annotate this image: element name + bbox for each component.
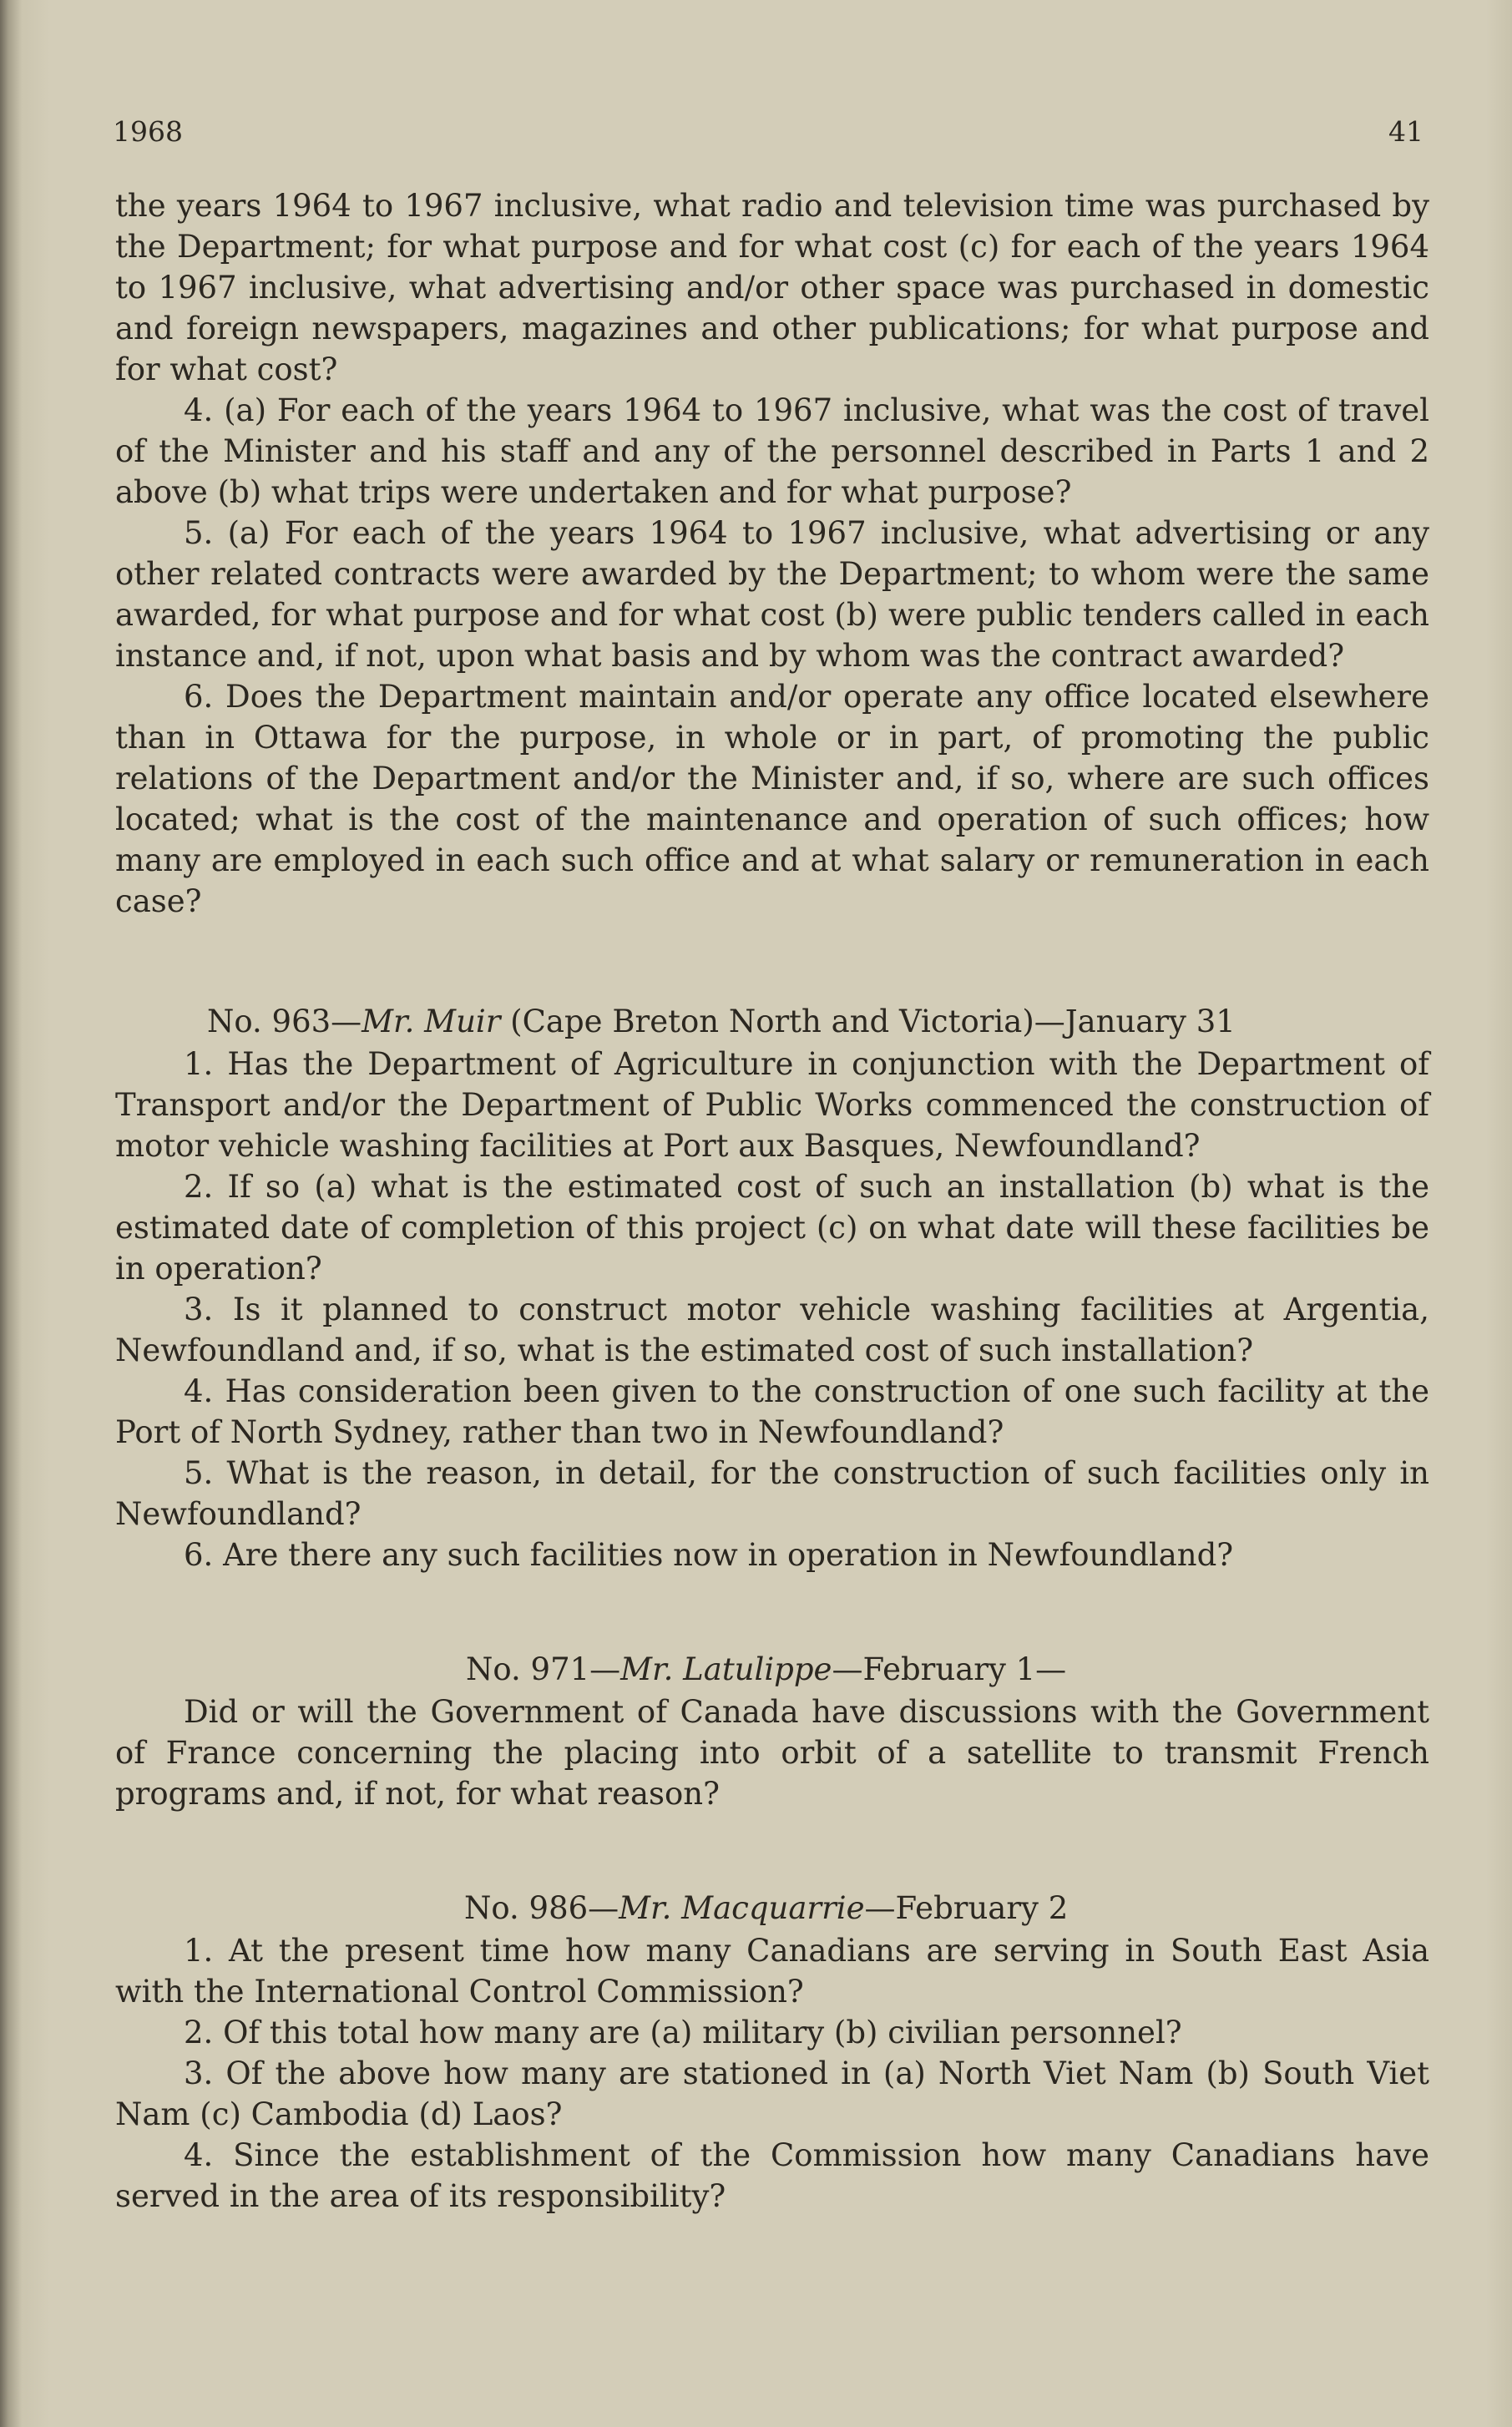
continuation-item-6: 6. Does the Department maintain and/or operate any office located elsewhere than in Ottawa for the purpose, in whole or in part, of promoting the public relations of the Department and/or the Minister and, if so, where are such offices located; what is the cost of the maintenance and operation of such offices; how many are employed in each such office and at what salary or remuneration in each case? <box>115 679 1429 919</box>
question-number: No. 963— <box>207 1004 362 1039</box>
q963-item-5: 5. What is the reason, in detail, for the construction of such facilities only in Newfoundland? <box>115 1455 1429 1532</box>
continuation-item-5: 5. (a) For each of the years 1964 to 1967 inclusive, what advertising or any other related contracts were awarded by the Department; to whom were the same awarded, for what purpose and for what cost (b) were public tenders called in each instance and, if not, upon what basis and by whom was the contract awarded? <box>115 515 1429 674</box>
q963-item-1: 1. Has the Department of Agriculture in conjunction with the Department of Transport and/or the Department of Public Works commenced the construction of motor vehicle washing facilities at Port aux Basques, Newfoundland? <box>115 1046 1429 1164</box>
page-content <box>115 185 1429 2217</box>
page-number: 41 <box>1388 115 1424 148</box>
question-number: No. 971— <box>466 1651 621 1687</box>
q986-item-4: 4. Since the establishment of the Commission how many Canadians have served in the area of its responsibility? <box>115 2137 1429 2214</box>
question-meta: (Cape Breton North and Victoria)—January 31 <box>500 1004 1236 1039</box>
q971-item-1: Did or will the Government of Canada have discussions with the Government of France concerning the placing into orbit of a satellite to transmit French programs and, if not, for what reason? <box>115 1694 1429 1812</box>
member-name: Mr. Macquarrie <box>619 1890 865 1926</box>
q963-item-4: 4. Has consideration been given to the construction of one such facility at the Port of North Sydney, rather than two in Newfoundland? <box>115 1373 1429 1450</box>
header-year: 1968 <box>113 115 183 148</box>
question-971-heading <box>115 1649 1429 1690</box>
member-name: Mr. Latulippe <box>620 1651 832 1687</box>
member-name: Mr. Muir <box>362 1004 501 1039</box>
q963-item-3: 3. Is it planned to construct motor vehicle washing facilities at Argentia, Newfoundland and, if so, what is the estimated cost of such installation? <box>115 1292 1429 1368</box>
continuation-item-4: 4. (a) For each of the years 1964 to 1967 inclusive, what was the cost of travel of the Minister and his staff and any of the personnel described in Parts 1 and 2 above (b) what trips were undertaken and for what purpose? <box>115 392 1429 510</box>
q986-item-2: 2. Of this total how many are (a) military (b) civilian personnel? <box>184 2015 1182 2050</box>
continuation-paragraph: the years 1964 to 1967 inclusive, what radio and television time was purchased by the Department; for what purpose and for what cost (c) for each of the years 1964 to 1967 inclusive, what advertising and/or other space was purchased in domestic and foreign newspapers, magazines and other publications; for what purpose and for what cost? <box>115 188 1429 387</box>
q963-item-6: 6. Are there any such facilities now in operation in Newfoundland? <box>184 1537 1234 1573</box>
question-986-heading <box>115 1888 1429 1929</box>
question-number: No. 986— <box>464 1890 619 1926</box>
question-963-heading <box>115 1001 1429 1042</box>
q963-item-2: 2. If so (a) what is the estimated cost of such an installation (b) what is the estimated date of completion of this project (c) on what date will these facilities be in operation? <box>115 1169 1429 1287</box>
question-meta: —February 1— <box>832 1651 1067 1687</box>
question-meta: —February 2 <box>864 1890 1069 1926</box>
q986-item-3: 3. Of the above how many are stationed in (a) North Viet Nam (b) South Viet Nam (c) Cambodia (d) Laos? <box>115 2055 1429 2132</box>
q986-item-1: 1. At the present time how many Canadians are serving in South East Asia with the International Control Commission? <box>115 1933 1429 2010</box>
